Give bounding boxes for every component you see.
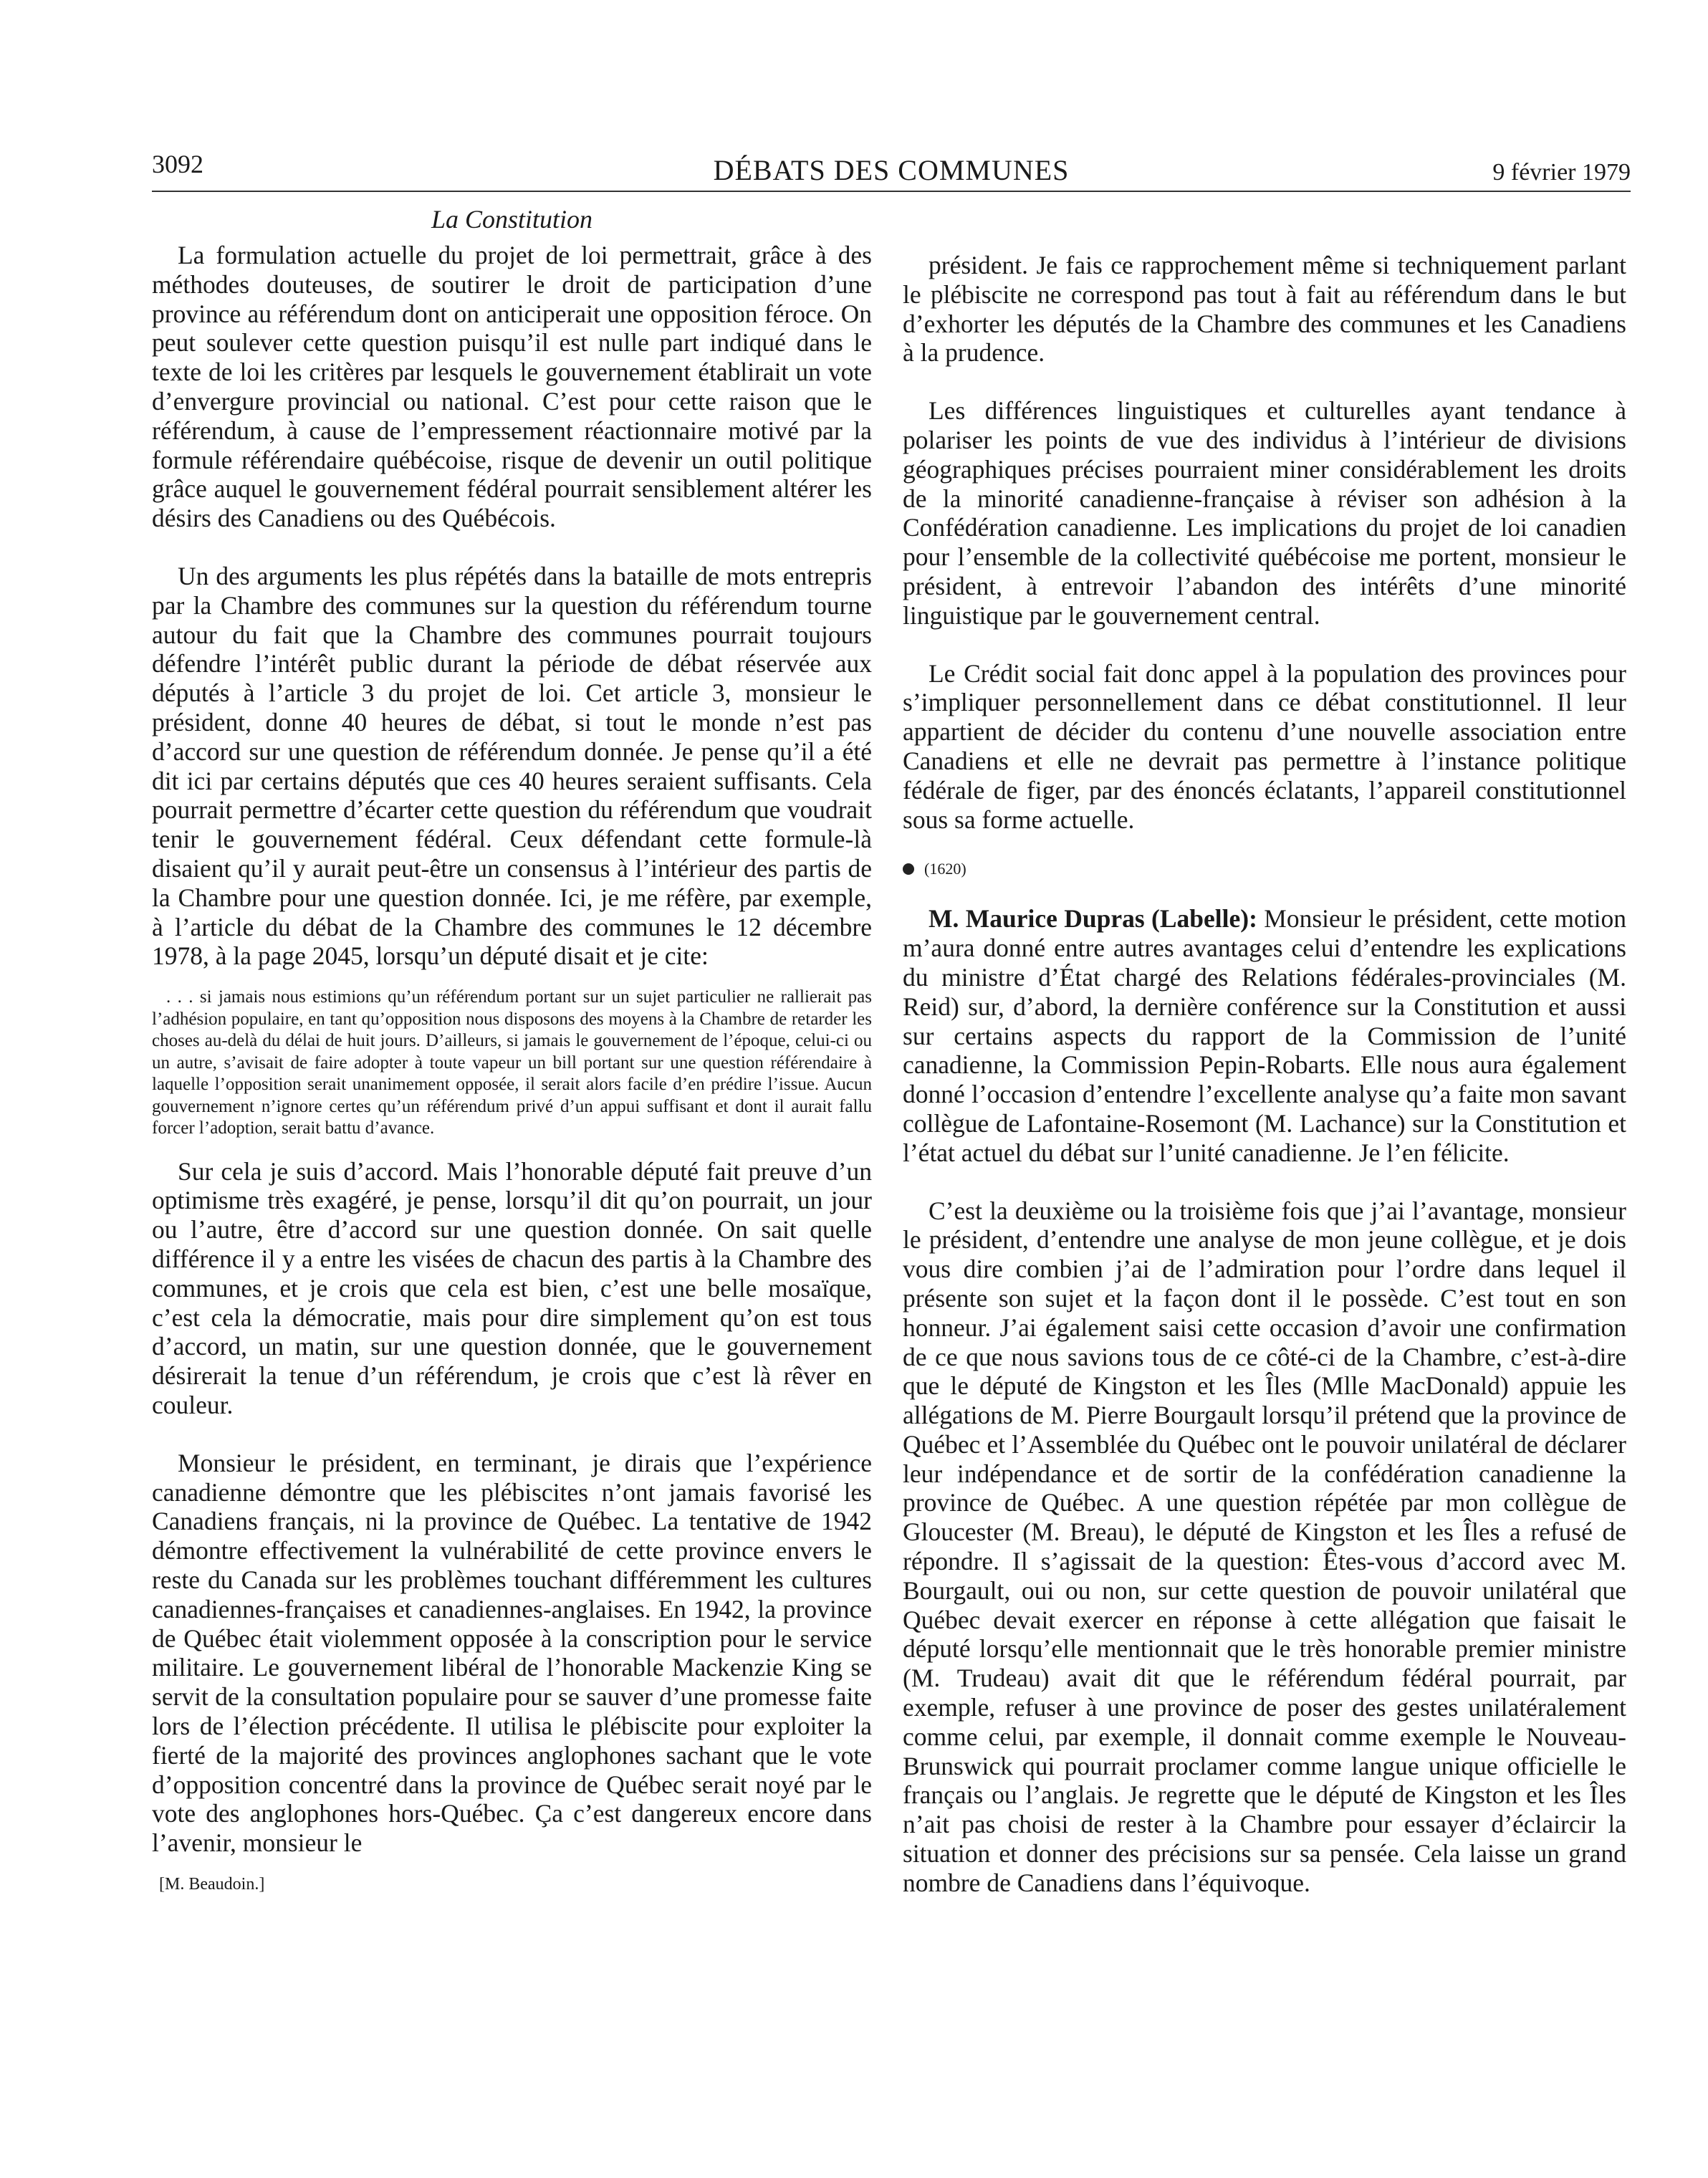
paragraph: Sur cela je suis d’accord. Mais l’honorable député fait preuve d’un optimisme très exagéré, je pense, lorsqu’il dit qu’on pourrait, un jour ou l’autre, être d’accord sur une question donnée. On sait quelle différence il y a entre les visées de chacun des partis à la Chambre des communes, et je crois que cela est bien, c’est une belle mosaïque, c’est cela la démocratie, mais pour dire simplement qu’on est tous d’accord, un matin, sur une question donnée, que le gouvernement désirerait la tenue d’un référendum, je crois que c’est là rêver en couleur. [152,1156,872,1419]
speaker-paragraph [903,904,1626,1167]
bullet-icon [903,863,914,875]
paragraph: La formulation actuelle du projet de loi permettrait, grâce à des méthodes douteuses, de soutirer le droit de participation d’une province au référendum dont on anticiperait une opposition féroce. On peut soulever cette question puisqu’il est nulle part indiqué dans le texte de loi les critères par lesquels le gouvernement établirait un vote d’envergure provincial ou national. C’est pour cette raison que le référendum, à cause de l’empressement réactionnaire motivé par la formule référendaire québécoise, risque de devenir un outil politique grâce auquel le gouvernement fédéral pourrait sensiblement altérer les désirs des Canadiens ou des Québécois. [152,241,872,533]
right-column [903,251,1626,1898]
left-column [152,205,872,1894]
publication-date: 9 février 1979 [1492,159,1631,186]
section-title: La Constitution [431,205,593,234]
page-header [152,148,1631,192]
speech-text: Monsieur le président, cette motion m’aura donné entre autres avantages celui d’entendre les explications du ministre d’État chargé des Relations fédérales-provinciales (M. Reid) sur, d’abord, la dernière conférence sur la Constitution et aussi sur certains aspects du rapport de la Commission de l’unité canadienne, la Commission Pepin-Robarts. Elle nous aura également donné l’occasion d’entendre l’excellente analyse qu’a faite mon savant collègue de Lafontaine-Rosemont (M. Lachance) sur la Constitution et l’état actuel du débat sur l’unité canadienne. Je l’en félicite. [903,904,1626,1167]
paragraph: président. Je fais ce rapprochement même si techniquement parlant le plébiscite ne correspond pas tout à fait au référendum dans le but d’exhorter les députés de la Chambre des communes et les Canadiens à la prudence. [903,251,1626,368]
block-quote: . . . si jamais nous estimions qu’un référendum portant sur un sujet particulier ne rallierait pas l’adhésion populaire, en tant qu’opposition nous disposons des moyens à la Chambre de retarder les choses au-delà du délai de huit jours. D’ailleurs, si jamais le gouvernement de l’époque, celui-ci ou un autre, s’avisait de faire adopter à toute vapeur un bill portant sur une question référendaire à laquelle l’opposition serait unanimement opposée, il serait alors facile d’en prédire l’issue. Aucun gouvernement n’ignore certes qu’un référendum privé d’un appui suffisant et dont il aurait fallu forcer l’adoption, serait battu d’avance. [152,987,872,1138]
timestamp: (1620) [924,860,966,878]
speaker-name: M. Maurice Dupras (Labelle): [929,904,1257,934]
timestamp-marker [903,860,1626,878]
paragraph: Les différences linguistiques et culturelles ayant tendance à polariser les points de vue des individus à l’intérieur de divisions géographiques précises pourraient miner considérablement les droits de la minorité canadienne-française à réviser son adhésion à la Confédération canadienne. Les implications du projet de loi canadien pour l’ensemble de la collectivité québécoise me portent, monsieur le président, à entrevoir l’abandon des intérêts d’une minorité linguistique par le gouvernement central. [903,396,1626,630]
page-number: 3092 [152,150,203,178]
paragraph: C’est la deuxième ou la troisième fois que j’ai l’avantage, monsieur le président, d’entendre une analyse de mon jeune collègue, et je dois vous dire combien j’ai de l’admiration pour l’ordre dans lequel il présente son sujet et la façon dont il le possède. C’est tout en son honneur. J’ai également saisi cette occasion d’avoir une confirmation de ce que nous savions tous de ce côté-ci de la Chambre, c’est-à-dire que le député de Kingston et les Îles (Mlle MacDonald) appuie les allégations de M. Pierre Bourgault lorsqu’il prétend que la province de Québec et l’Assemblée du Québec ont le pouvoir unilatéral de déclarer leur indépendance et de sortir de la confédération canadienne la province de Québec. A une question répétée par mon collègue de Gloucester (M. Breau), le député de Kingston et les Îles a refusé de répondre. Il s’agissait de la question: Êtes-vous d’accord avec M. Bourgault, oui ou non, sur cette question de pouvoir unilatéral que Québec devait exercer en réponse à cette allégation que faisait le député lorsqu’elle mentionnait que le très honorable premier ministre (M. Trudeau) avait dit que le référendum fédéral pourrait, par exemple, refuser à une province de poser des gestes unilatéralement comme celui, par exemple, il donnait comme exemple le Nouveau-Brunswick qui pourrait proclamer comme langue unique officielle le français ou l’anglais. Je regrette que le député de Kingston et les Îles n’ait pas choisi de rester à la Chambre pour essayer d’éclaircir la situation et donner des précisions sur sa pensée. Cela laisse un grand nombre de Canadiens dans l’équivoque. [903,1196,1626,1897]
paragraph: Un des arguments les plus répétés dans la bataille de mots entrepris par la Chambre des communes sur la question du référendum tourne autour du fait que la Chambre des communes pourrait toujours défendre l’intérêt public durant la période de débat réservée aux députés à l’article 3 du projet de loi. Cet article 3, monsieur le président, donne 40 heures de débat, si tout le monde n’est pas d’accord sur une question de référendum donnée. Je pense qu’il a été dit ici par certains députés que ces 40 heures seraient suffisants. Cela pourrait permettre d’écarter cette question du référendum que voudrait tenir le gouvernement fédéral. Ceux défendant cette formule-là disaient qu’il y aurait peut-être un consensus à l’intérieur des partis de la Chambre pour une question donnée. Ici, je me réfère, par exemple, à l’article du débat de la Chambre des communes le 12 décembre 1978, à la page 2045, lorsqu’un député disait et je cite: [152,561,872,971]
paragraph: Monsieur le président, en terminant, je dirais que l’expérience canadienne démontre que les plébiscites n’ont jamais favorisé les Canadiens français, ni la province de Québec. La tentative de 1942 démontre effectivement la vulnérabilité de cette province envers le reste du Canada sur les problèmes touchant différemment les cultures canadiennes-françaises et canadiennes-anglaises. En 1942, la province de Québec était violemment opposée à la conscription pour le service militaire. Le gouvernement libéral de l’honorable Mackenzie King se servit de la consultation populaire pour se sauver d’une promesse faite lors de l’élection précédente. Il utilisa le plébiscite pour exploiter la fierté de la majorité des provinces anglophones sachant que le vote d’opposition concentré dans la province de Québec serait noyé par le vote des anglophones hors-Québec. Ça c’est dangereux encore dans l’avenir, monsieur le [152,1448,872,1858]
paragraph: Le Crédit social fait donc appel à la population des provinces pour s’impliquer personnellement dans ce débat constitutionnel. Il leur appartient de décider du contenu d’une nouvelle association entre Canadiens et elle ne devrait pas permettre à l’instance politique fédérale de figer, par des énoncés éclatants, l’appareil constitutionnel sous sa forme actuelle. [903,658,1626,834]
publication-title: DÉBATS DES COMMUNES [713,154,1070,186]
speaker-attribution: [M. Beaudoin.] [159,1874,265,1894]
